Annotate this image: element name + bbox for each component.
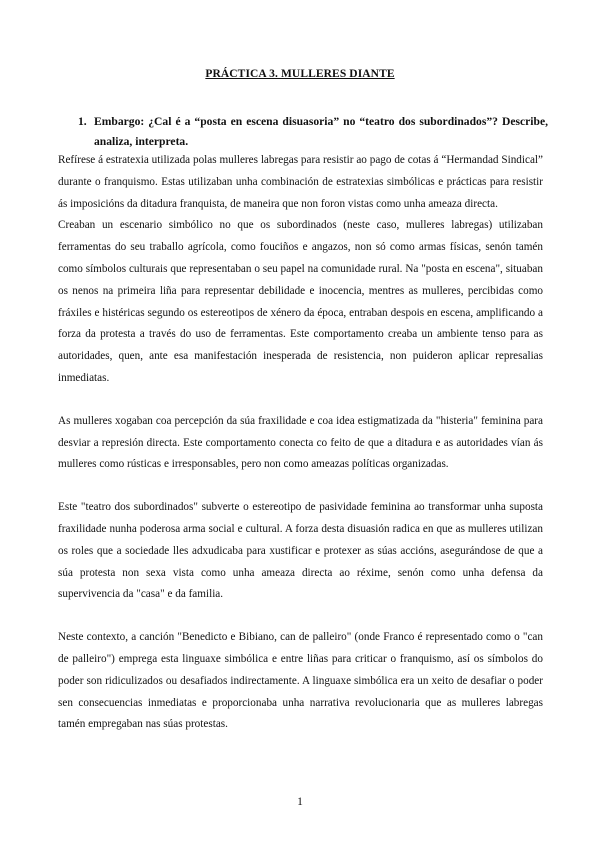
page-title: PRÁCTICA 3. MULLERES DIANTE: [205, 68, 395, 80]
question-heading: [78, 112, 548, 152]
question-text: Embargo: ¿Cal é a “posta en escena disuasoria” no “teatro dos subordinados”? Describe, analiza, interpreta.: [94, 115, 548, 148]
paragraph-3: As mulleres xogaban coa percepción da súa fraxilidade e coa idea estigmatizada da "histeria" feminina para desviar a represión directa. Este comportamento conecta co feito de que a ditadura e as autoridades vían ás mulleres como rústicas e irresponsables, pero non como ameazas políticas organizadas.: [58, 414, 543, 471]
paragraph-5: Neste contexto, a canción "Benedicto e Bibiano, can de palleiro" (onde Franco é representado como o "can de palleiro") emprega esta linguaxe simbólica e entre liñas para criticar o franquismo, así os símbolos do poder son ridiculizados ou desafiados indirectamente. A linguaxe simbólica era un xeito de desafiar o poder sen consecuencias inmediatas e proporcionaba unha narrativa revolucionaria que as mulleres labregas tamén empregaban nas súas protestas.: [58, 631, 543, 731]
page-number: 1: [297, 796, 303, 808]
question-number: 1.: [78, 115, 87, 128]
paragraph-1: Refírese á estratexia utilizada polas mulleres labregas para resistir ao pago de cotas á “Hermandad Sindical” durante o franquismo. Estas utilizaban unha combinación de estratexias simbólicas e prácticas para resistir ás imposicións da ditadura franquista, de maneira que non foron vistas como unha ameaza directa.: [58, 154, 543, 210]
answer-body: [58, 150, 543, 736]
paragraph-4: Este "teatro dos subordinados" subverte o estereotipo de pasividade feminina ao transformar unha suposta fraxilidade nunha poderosa arma social e cultural. A forza desta disuasión radica en que as mulleres utilizan os roles que a sociedade lles adxudicaba para xustificar e protexer as súas accións, asegurándose de que a súa protesta non sexa vista como unha ameaza directa ao réxime, senón como unha defensa da supervivencia da "casa" e da familia.: [58, 501, 543, 601]
paragraph-2: Creaban un escenario simbólico no que os subordinados (neste caso, mulleres labregas) utilizaban ferramentas do seu traballo agrícola, como fouciños e angazos, non só como armas físicas, senón tamén como símbolos culturais que representaban o seu papel na comunidade rural. Na "posta en escena", situaban os nenos na primeira liña para representar debilidade e inocencia, mentres as mulleres, percibidas como fráxiles e histéricas segundo os estereotipos de xénero da época, entraban despois en escena, amplificando a forza da protesta a través do uso de ferramentas. Este comportamento creaba un ambiente tenso para as autoridades, quen, ante esa manifestación inesperada de resistencia, non puideron aplicar represalias inmediatas.: [58, 219, 543, 384]
